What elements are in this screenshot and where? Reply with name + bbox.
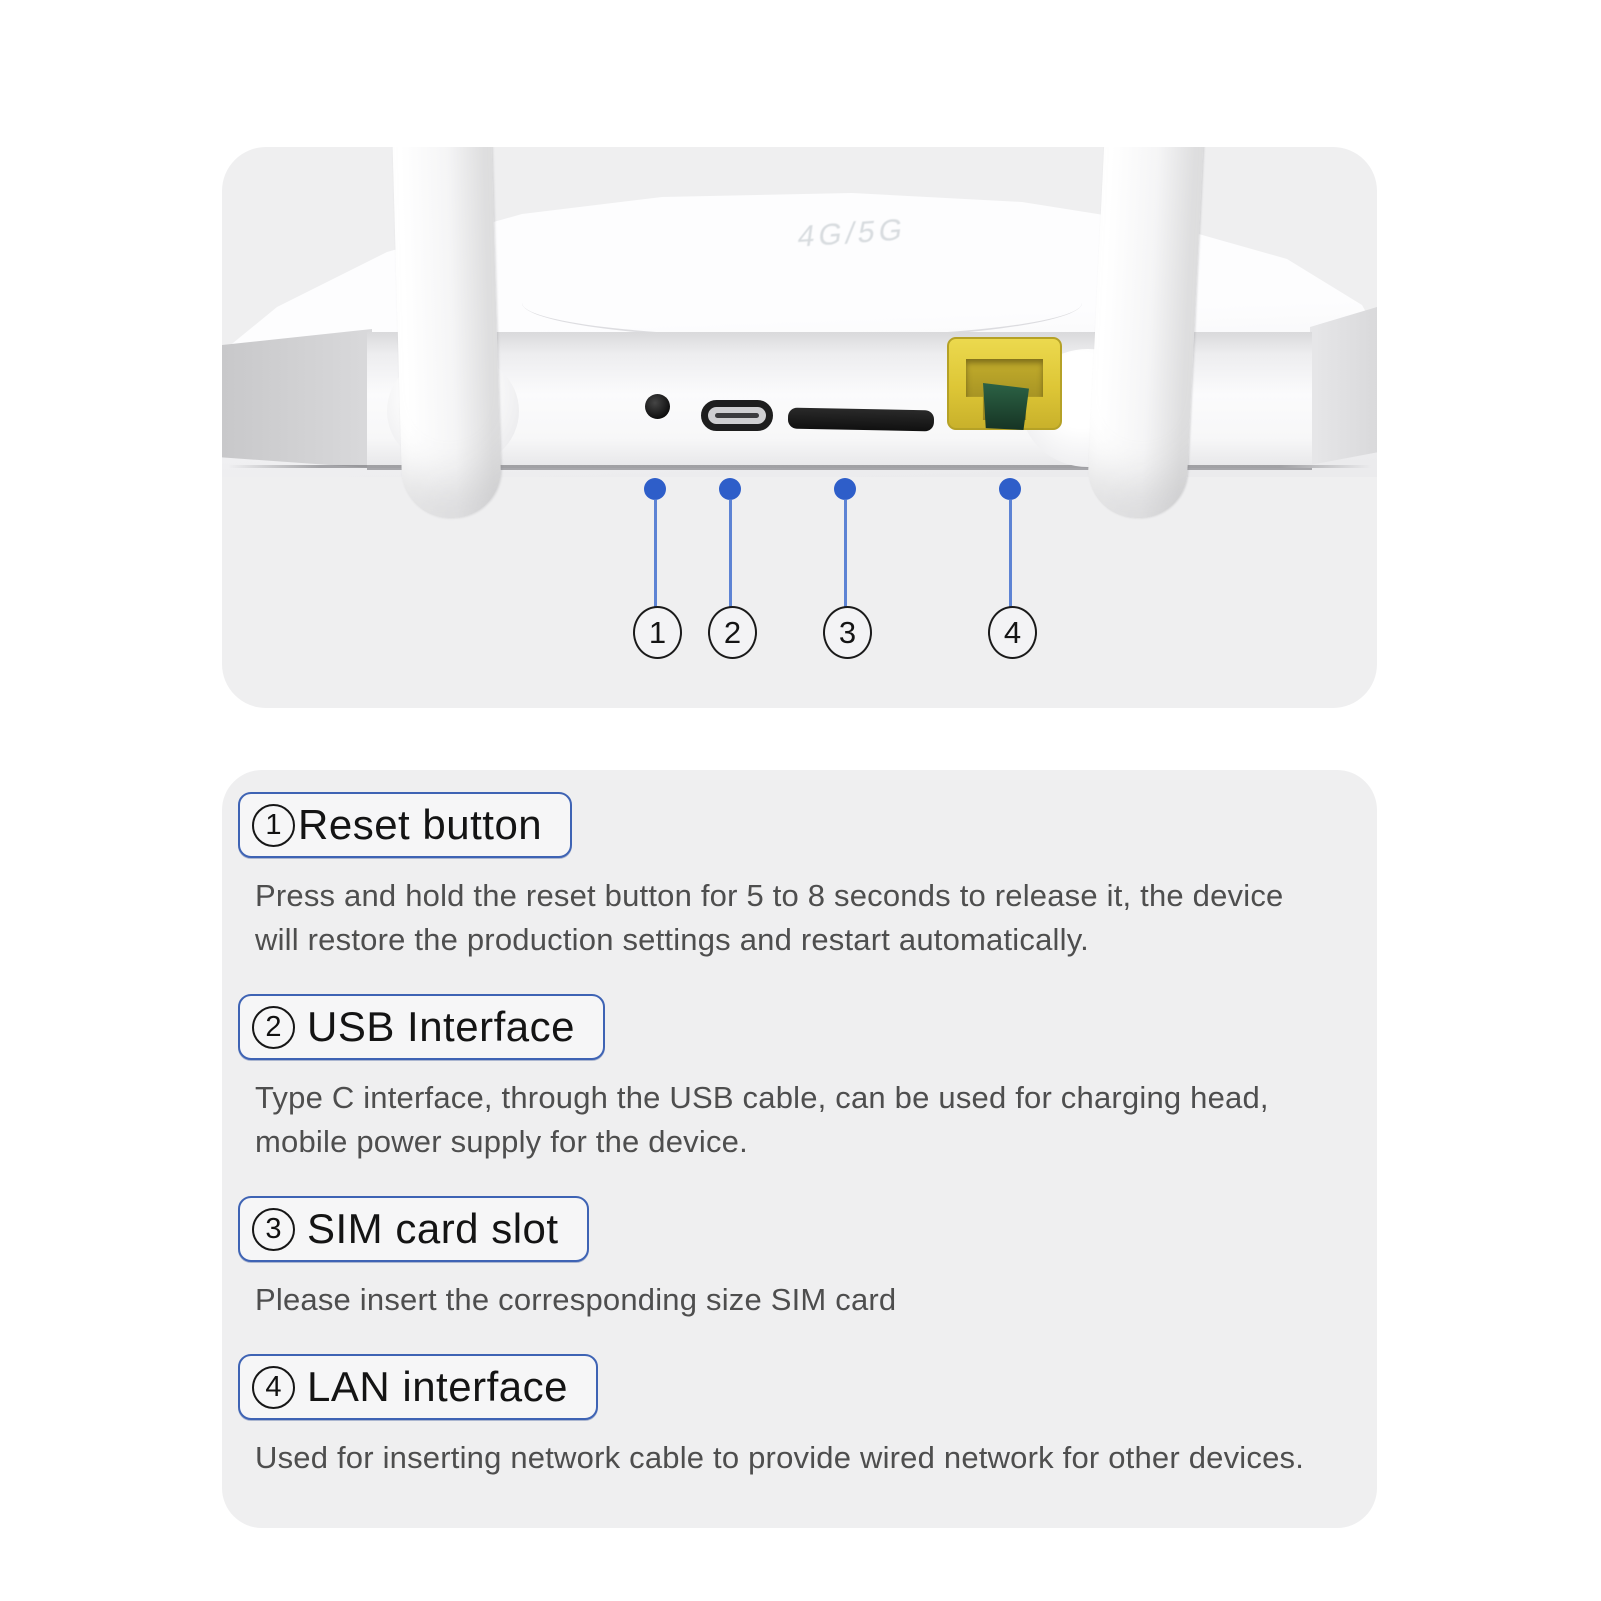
- section-heading-reset: [238, 792, 572, 858]
- right-antenna: [1086, 147, 1204, 520]
- callout-line-4: [1009, 499, 1012, 607]
- callout-line-2: [729, 499, 732, 607]
- section-heading-lan: [238, 1354, 598, 1420]
- section-body-text: Type C interface, through the USB cable, can be used for charging head, mobile power supply for the device.: [255, 1080, 1269, 1160]
- router-bottom-edge: [228, 465, 1371, 468]
- sim-card-slot: [788, 408, 934, 432]
- callout-dot-2: [719, 478, 741, 500]
- callout-dot-1: [644, 478, 666, 500]
- callout-number-2: 2: [708, 606, 757, 659]
- section-heading-sim: [238, 1196, 589, 1262]
- section-heading-usb: [238, 994, 605, 1060]
- left-antenna: [392, 147, 502, 519]
- router-right-side: [1310, 307, 1377, 465]
- section-body-text: Press and hold the reset button for 5 to 8 seconds to release it, the device will restore the production settings and restart automatically.: [255, 878, 1284, 958]
- section-number-badge: 3: [252, 1208, 295, 1251]
- lan-port-contacts: [983, 383, 1029, 430]
- device-logo-engraving: 4G/5G: [795, 213, 909, 254]
- callout-line-1: [654, 499, 657, 607]
- callout-number-1: 1: [633, 606, 682, 659]
- section-number-badge: 2: [252, 1006, 295, 1049]
- section-body-text: Please insert the corresponding size SIM card: [255, 1282, 897, 1318]
- callout-number-3: 3: [823, 606, 872, 659]
- section-lan-interface: [222, 1332, 1377, 1480]
- callout-dot-3: [834, 478, 856, 500]
- callout-number-4: 4: [988, 606, 1037, 659]
- callout-line-3: [844, 499, 847, 607]
- callout-dot-4: [999, 478, 1021, 500]
- section-reset-button: [222, 770, 1377, 962]
- section-number-badge: 4: [252, 1366, 295, 1409]
- section-sim-card-slot: [222, 1174, 1377, 1322]
- usb-c-port: [701, 400, 773, 431]
- section-title: USB Interface: [307, 1003, 575, 1051]
- section-title: LAN interface: [307, 1363, 568, 1411]
- description-panel: [222, 770, 1377, 1528]
- section-body-text: Used for inserting network cable to provide wired network for other devices.: [255, 1440, 1305, 1476]
- router-photo-panel: [222, 147, 1377, 708]
- section-number-badge: 1: [252, 804, 295, 847]
- section-title: SIM card slot: [307, 1205, 559, 1253]
- lan-port: [947, 337, 1062, 430]
- section-usb-interface: [222, 972, 1377, 1164]
- top-face-contour-line: [522, 267, 1082, 339]
- reset-hole: [645, 394, 670, 419]
- section-title: Reset button: [298, 801, 543, 848]
